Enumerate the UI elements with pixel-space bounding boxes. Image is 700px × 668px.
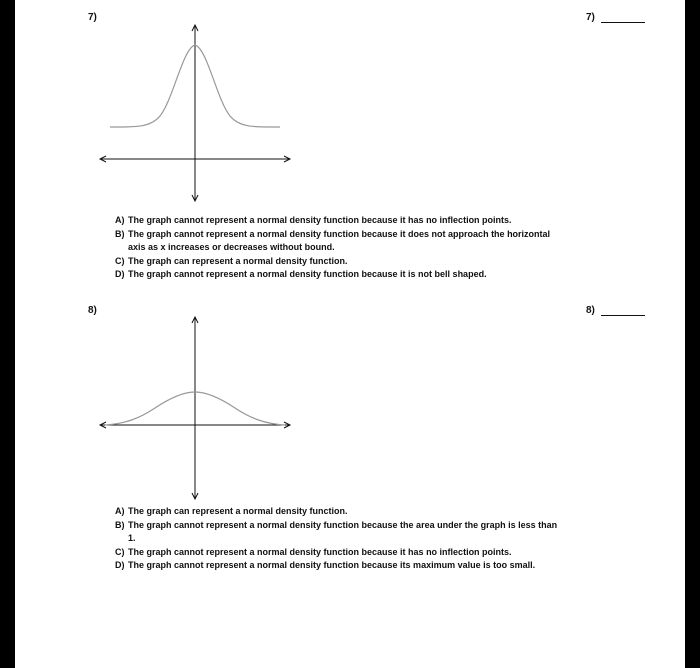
question-7-choices (115, 214, 565, 282)
choice-letter: B) (115, 228, 125, 239)
choice-text: The graph cannot represent a normal density function because its maximum value is too small. (128, 560, 536, 570)
choice-text: The graph cannot represent a normal density function because it does not approach the horizontal axis as x increases or decreases without bound. (128, 228, 551, 252)
question-8-answer-label: 8) (586, 305, 595, 316)
question-7-answer-blank[interactable] (586, 12, 645, 23)
choice-text: The graph can represent a normal density function. (128, 255, 348, 266)
choice-letter: D) (115, 560, 125, 570)
choice-text: The graph cannot represent a normal density function because it is not bell shaped. (128, 269, 487, 279)
choice-letter: B) (115, 519, 125, 530)
choice-letter: C) (115, 255, 125, 266)
answer-line (601, 14, 645, 23)
choice-letter: C) (115, 546, 125, 557)
choice-7c[interactable] (115, 255, 565, 269)
question-7-answer-label: 7) (586, 12, 595, 23)
choice-8d[interactable] (115, 559, 565, 573)
question-8-choices (115, 505, 565, 573)
question-7-graph (95, 20, 295, 210)
question-8-graph (95, 312, 295, 504)
answer-line (601, 307, 645, 316)
question-8-number: 8) (88, 305, 97, 316)
question-7-number: 7) (88, 12, 97, 23)
choice-text: The graph cannot represent a normal density function because it has no inflection points. (128, 546, 512, 557)
question-8-answer-blank[interactable] (586, 305, 645, 316)
choice-text: The graph cannot represent a normal density function because the area under the graph is less than 1. (128, 519, 558, 543)
choice-text: The graph cannot represent a normal density function because it has no inflection points. (128, 215, 512, 225)
choice-8c[interactable] (115, 546, 565, 560)
choice-8a[interactable] (115, 505, 565, 519)
worksheet-page (15, 0, 685, 668)
choice-letter: D) (115, 269, 125, 279)
choice-7a[interactable] (115, 214, 565, 228)
choice-7d[interactable] (115, 268, 565, 282)
choice-letter: A) (115, 506, 125, 516)
choice-letter: A) (115, 215, 125, 225)
choice-text: The graph can represent a normal density function. (128, 506, 348, 516)
choice-7b[interactable] (115, 228, 565, 255)
choice-8b[interactable] (115, 519, 565, 546)
